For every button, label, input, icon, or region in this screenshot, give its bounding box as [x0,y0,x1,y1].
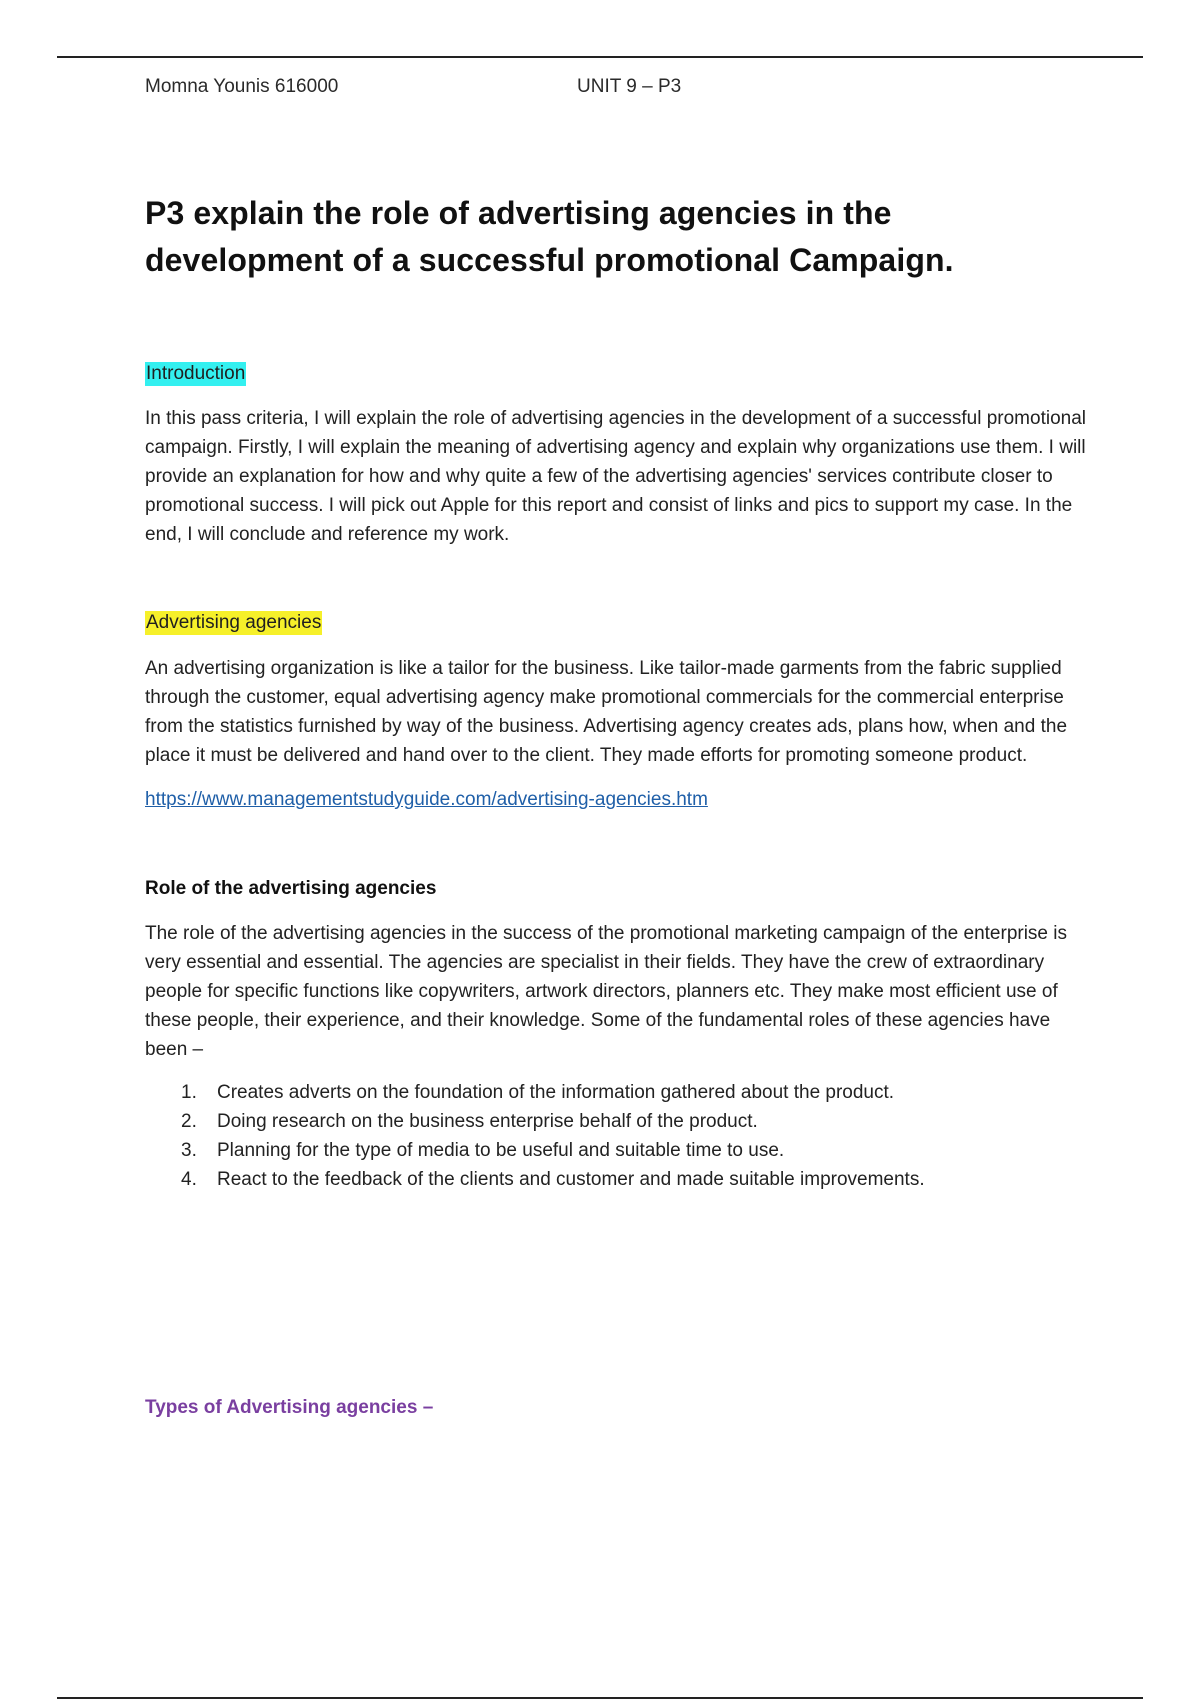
advertising-agencies-paragraph: An advertising organization is like a tailor for the business. Like tailor-made garments from the fabric supplied through the customer, equal advertising agency make promotional commercials for the commercial enterprise from the statistics furnished by way of the business. Advertising agency creates ads, plans how, when and the place it must be delivered and hand over to the client. They made efforts for promoting someone product. [145,658,1068,766]
list-item-number: 2. [181,1111,197,1132]
introduction-heading: Introduction [146,363,246,384]
document-body [145,190,1090,1422]
header-rule [57,56,1143,58]
list-item-number: 4. [181,1169,197,1190]
header-author: Momna Younis 616000 [145,76,339,97]
introduction-paragraph: In this pass criteria, I will explain the role of advertising agencies in the development of a successful promotional campaign. Firstly, I will explain the meaning of advertising agency and explain why organizations use them. I will provide an explanation for how and why quite a few of the advertising agencies' services contribute closer to promotional success. I will pick out Apple for this report and consist of links and pics to support my case. In the end, I will conclude and reference my work. [145,408,1086,545]
list-item-text: Planning for the type of media to be useful and suitable time to use. [217,1140,785,1161]
reference-link[interactable]: https://www.managementstudyguide.com/advertising-agencies.htm [145,789,708,810]
list-item-text: React to the feedback of the clients and customer and made suitable improvements. [217,1169,925,1190]
document-title: P3 explain the role of advertising agencies in the development of a successful promotional Campaign. [145,195,954,278]
footer-rule [57,1697,1143,1699]
role-paragraph: The role of the advertising agencies in the success of the promotional marketing campaign of the enterprise is very essential and essential. The agencies are specialist in their fields. They have the crew of extraordinary people for specific functions like copywriters, artwork directors, planners etc. They make most efficient use of these people, their experience, and their knowledge. Some of the fundamental roles of these agencies have been – [145,923,1068,1060]
list-item [145,1107,1090,1136]
advertising-agencies-heading: Advertising agencies [146,612,322,633]
role-list [145,1078,1090,1194]
list-item [145,1136,1090,1165]
list-item-number: 1. [181,1082,197,1103]
role-heading: Role of the advertising agencies [145,878,437,899]
types-heading: Types of Advertising agencies – [145,1397,434,1418]
list-item-text: Creates adverts on the foundation of the information gathered about the product. [217,1082,895,1103]
list-item [145,1078,1090,1107]
header-unit: UNIT 9 – P3 [577,76,682,97]
list-item-number: 3. [181,1140,197,1161]
list-item-text: Doing research on the business enterprise behalf of the product. [217,1111,758,1132]
list-item [145,1165,1090,1194]
